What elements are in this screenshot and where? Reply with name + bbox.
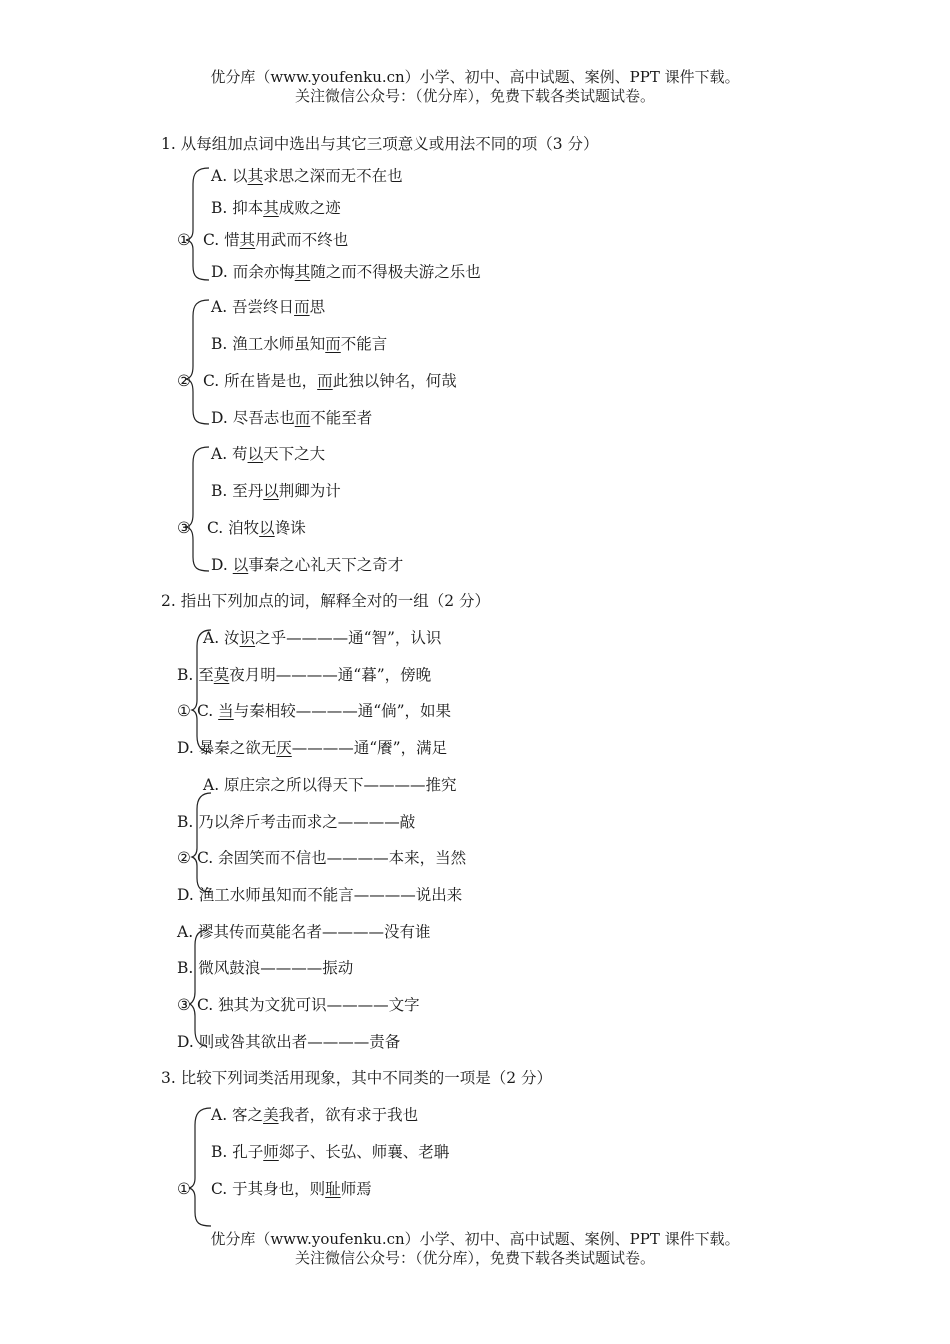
- q2-g2-option-c: C. 余固笑而不信也————本来，当然: [197, 849, 467, 867]
- dotted-word: 而: [325, 335, 341, 353]
- dotted-word: 以: [232, 556, 249, 574]
- q1-g2-marker: ②: [177, 372, 191, 390]
- q1-g1-option-a: A. 以其求思之深而无不在也: [211, 167, 403, 185]
- dotted-word: 耻: [325, 1180, 341, 1198]
- dotted-word: 其: [239, 231, 256, 249]
- dotted-word: 以: [259, 519, 275, 537]
- q1-g3-marker: ③: [177, 519, 191, 537]
- question-1-title: 1. 从每组加点词中选出与其它三项意义或用法不同的项（3 分）: [161, 135, 599, 153]
- q1-g2-option-b: B. 渔工水师虽知而不能言: [211, 335, 388, 353]
- q2-g2-option-b: B. 乃以斧斤考击而求之————敲: [177, 813, 416, 831]
- q1-g2-option-a: A. 吾尝终日而思: [211, 298, 326, 316]
- q1-g1-option-b: B. 抑本其成败之迹: [211, 199, 341, 217]
- q2-g3-option-b: B. 微风鼓浪————振动: [177, 959, 354, 977]
- question-2-title: 2. 指出下列加点的词，解释全对的一组（2 分）: [161, 592, 491, 610]
- q1-g1-option-c: C. 惜其用武而不终也: [203, 231, 349, 249]
- dotted-word: 其: [294, 263, 311, 281]
- brace-q1-g1: [186, 168, 209, 280]
- dotted-word: 当: [218, 702, 234, 720]
- brace-q2-g2: [192, 793, 211, 892]
- q2-g2-option-a: A. 原庄宗之所以得天下————推究: [203, 776, 457, 794]
- q2-g3-option-c: C. 独其为文犹可识————文字: [197, 996, 420, 1014]
- q1-g1-option-d: D. 而余亦悔其随之而不得极夫游之乐也: [211, 263, 481, 281]
- dotted-word: 其: [263, 199, 279, 217]
- q2-g1-option-b: B. 至莫夜月明————通“暮”，傍晚: [177, 666, 432, 684]
- q2-g3-option-a: A. 谬其传而莫能名者————没有谁: [177, 923, 431, 941]
- brace-q1-g3: [186, 447, 209, 571]
- q1-g2-option-c: C. 所在皆是也，而此独以钟名，何哉: [203, 372, 457, 390]
- header-line-2: 关注微信公众号：（优分库），免费下载各类试题试卷。: [294, 87, 655, 105]
- footer-line-1: 优分库（www.youfenku.cn）小学、初中、高中试题、案例、PPT 课件下载。: [210, 1230, 740, 1248]
- dotted-word: 以: [263, 482, 279, 500]
- q3-g1-option-a: A. 客之美我者，欲有求于我也: [211, 1106, 419, 1124]
- q2-g1-option-c: C. 当与秦相较————通“倘”，如果: [197, 702, 452, 720]
- dotted-word: 识: [239, 629, 256, 647]
- q2-g1-marker: ①: [177, 702, 191, 720]
- dotted-word: 而: [294, 298, 310, 316]
- dotted-word: 而: [317, 372, 333, 390]
- header-line-1: 优分库（www.youfenku.cn）小学、初中、高中试题、案例、PPT 课件下载。: [210, 68, 740, 86]
- q3-g1-option-c: C. 于其身也，则耻师焉: [211, 1180, 372, 1198]
- q2-g2-option-d: D. 渔工水师虽知而不能言————说出来: [177, 886, 463, 904]
- q2-g1-option-d: D. 暴秦之欲无厌————通“餍”，满足: [177, 739, 448, 757]
- q1-g2-option-d: D. 尽吾志也而不能至者: [211, 409, 373, 427]
- q1-g1-marker: ①: [177, 231, 191, 249]
- footer-line-2: 关注微信公众号：（优分库），免费下载各类试题试卷。: [294, 1249, 655, 1267]
- brace-q1-g2: [186, 300, 209, 424]
- dotted-word: 其: [247, 167, 264, 185]
- q2-g3-marker: ③: [177, 996, 191, 1014]
- q2-g2-marker: ②: [177, 849, 191, 867]
- q1-g3-option-a: A. 苟以天下之大: [211, 445, 326, 463]
- q1-g3-option-b: B. 至丹以荆卿为计: [211, 482, 341, 500]
- q3-g1-option-b: B. 孔子师郯子、长弘、师襄、老聃: [211, 1143, 450, 1161]
- q2-g1-option-a: A. 汝识之乎————通“智”，认识: [203, 629, 442, 647]
- dotted-word: 而: [294, 409, 311, 427]
- question-3-title: 3. 比较下列词类活用现象，其中不同类的一项是（2 分）: [161, 1069, 553, 1087]
- q3-g1-marker: ①: [177, 1180, 191, 1198]
- dotted-word: 美: [263, 1106, 279, 1124]
- dotted-word: 师: [263, 1143, 279, 1161]
- q1-g3-option-c: C. 洎牧以谗诛: [207, 519, 306, 537]
- q1-g3-option-d: D. 以事秦之心礼天下之奇才: [211, 556, 404, 574]
- brace-q2-g1: [192, 630, 211, 752]
- dotted-word: 莫: [213, 666, 230, 684]
- brace-q3-g1: [189, 1108, 211, 1226]
- dotted-word: 以: [247, 445, 264, 463]
- brace-q2-g3: [190, 930, 207, 1046]
- q2-g3-option-d: D. 则或咎其欲出者————责备: [177, 1033, 401, 1051]
- dotted-word: 厌: [276, 739, 292, 757]
